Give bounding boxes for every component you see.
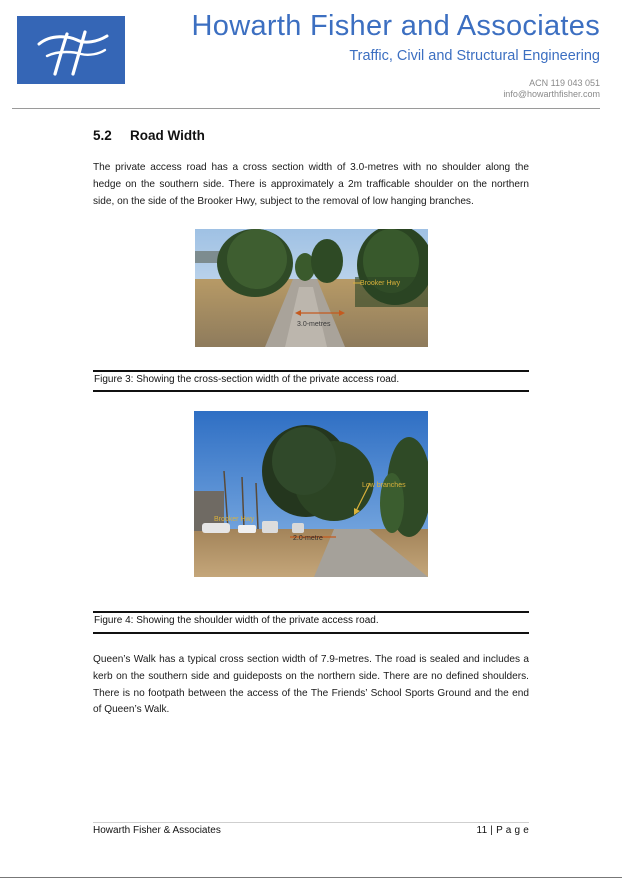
section-heading: [93, 128, 205, 143]
section-title: Road Width: [130, 128, 205, 143]
fig3-width-label: 3.0-metres: [297, 321, 331, 328]
company-name: Howarth Fisher and Associates: [191, 10, 600, 42]
paragraph-queens-walk: Queen’s Walk has a typical cross section width of 7.9-metres. The road is sealed and includes a kerb on the southern side and guideposts on the northern side. There are no defined shoulders. There is no footpath between the access of the The Friends’ School Sports Ground and the end of Queen’s Walk.: [93, 654, 529, 716]
caption-rule-top: [93, 370, 529, 372]
fig4-road-label: Brooker Hwy: [214, 516, 255, 523]
caption-rule-bottom: [93, 390, 529, 392]
figure-4-photo: [194, 411, 428, 577]
footer-divider: [93, 822, 529, 823]
fig4-branches-label: Low branches: [362, 482, 406, 489]
header-divider: [12, 108, 600, 109]
figure-3-photo: [195, 229, 428, 347]
figure-4-caption: Figure 4: Showing the shoulder width of the private access road.: [94, 615, 379, 626]
caption-rule-top: [93, 611, 529, 613]
paragraph-road-width: The private access road has a cross section width of 3.0-metres with no shoulder along the hedge on the southern side. There is approximately a 2m trafficable shoulder on the northern side, on the side of the Brooker Hwy, subject to the removal of low hanging branches.: [93, 162, 529, 207]
page-bottom-edge: [0, 877, 622, 878]
page-number: 11 | P a g e: [476, 825, 529, 836]
fig3-road-label: Brooker Hwy: [360, 280, 401, 287]
footer-company: Howarth Fisher & Associates: [93, 825, 221, 836]
acn-number: ACN 119 043 051: [529, 78, 600, 88]
hf-monogram-icon: [17, 16, 125, 84]
contact-email: info@howarthfisher.com: [503, 89, 600, 99]
caption-rule-bottom: [93, 632, 529, 634]
section-number: 5.2: [93, 128, 112, 143]
company-tagline: Traffic, Civil and Structural Engineering: [349, 48, 600, 64]
company-logo: [17, 16, 125, 84]
fig4-width-label: 2.0-metre: [293, 535, 323, 542]
figure-3-caption: Figure 3: Showing the cross-section width of the private access road.: [94, 374, 400, 385]
